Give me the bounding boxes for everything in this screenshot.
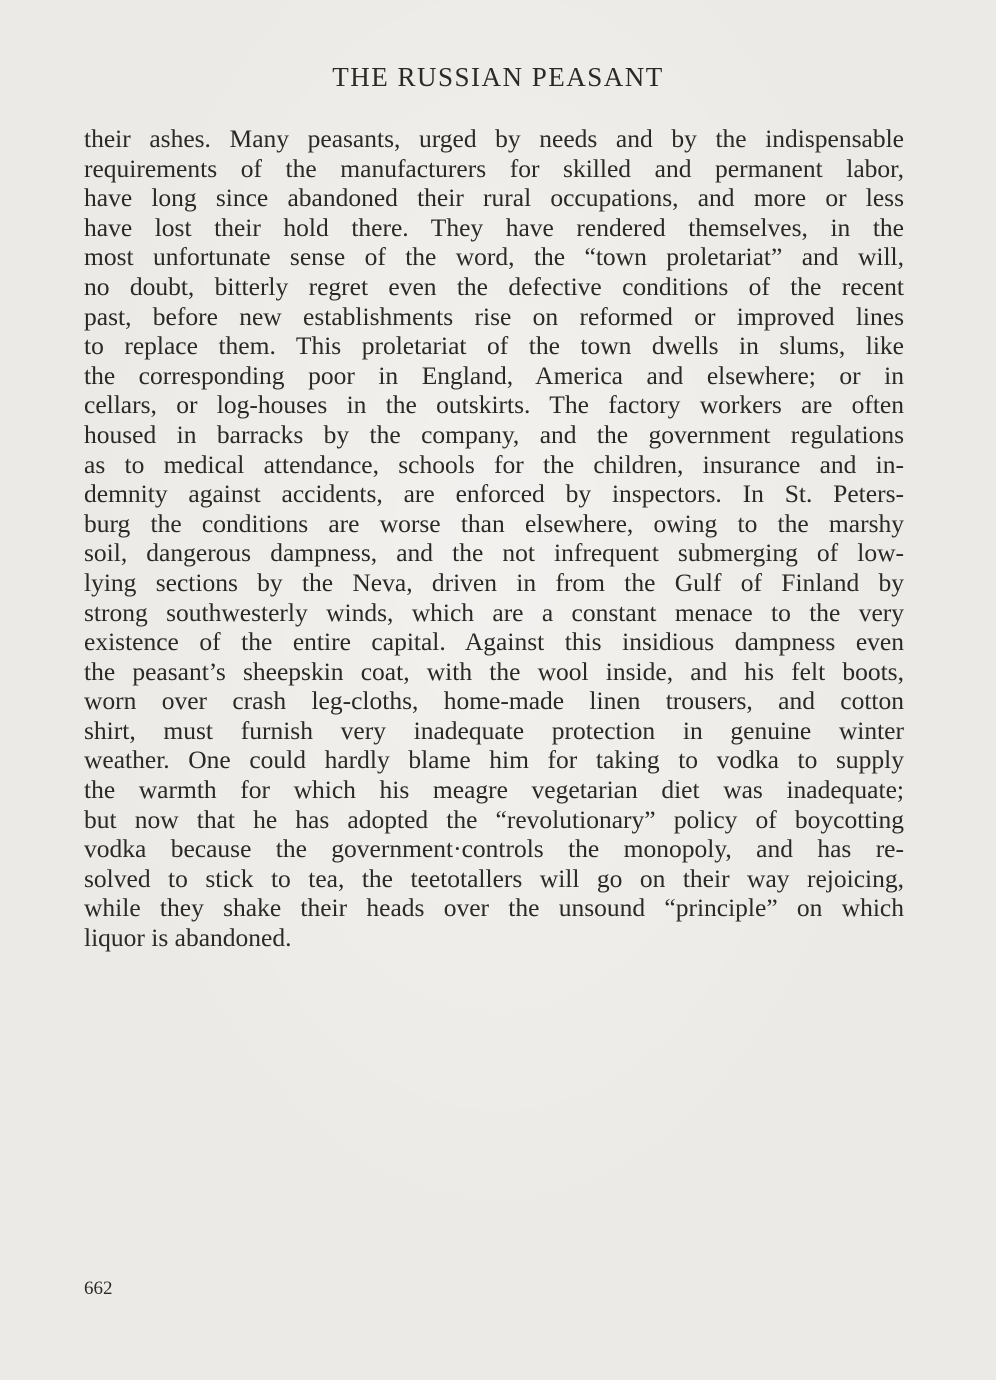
text-line: most unfortunate sense of the word, the “town proletariat” and will,: [84, 242, 904, 272]
text-line: past, before new establishments rise on reformed or improved lines: [84, 301, 904, 331]
running-head: THE RUSSIAN PEASANT: [332, 62, 664, 92]
text-line: have lost their hold there. They have rendered themselves, in the: [84, 212, 904, 242]
text-line: requirements of the manufacturers for skilled and permanent labor,: [84, 153, 904, 183]
text-line: weather. One could hardly blame him for taking to vodka to supply: [84, 745, 904, 775]
text-line: no doubt, bitterly regret even the defective conditions of the recent: [84, 271, 904, 301]
text-line: shirt, must furnish very inadequate protection in genuine winter: [84, 715, 904, 745]
text-line: their ashes. Many peasants, urged by needs and by the indispensable: [84, 124, 904, 153]
text-line: to replace them. This proletariat of the town dwells in slums, like: [84, 331, 904, 361]
text-line: vodka because the government·controls the monopoly, and has re-: [84, 834, 904, 864]
page-number: 662: [84, 1278, 113, 1299]
text-line: lying sections by the Neva, driven in from the Gulf of Finland by: [84, 567, 904, 597]
text-line: strong southwesterly winds, which are a constant menace to the very: [84, 597, 904, 627]
text-line: housed in barracks by the company, and the government regulations: [84, 419, 904, 449]
text-line: solved to stick to tea, the teetotallers will go on their way rejoicing,: [84, 863, 904, 893]
text-line: worn over crash leg-cloths, home-made linen trousers, and cotton: [84, 686, 904, 716]
body-paragraph: [84, 124, 904, 953]
text-line: but now that he has adopted the “revolutionary” policy of boycotting: [84, 804, 904, 834]
text-line: burg the conditions are worse than elsewhere, owing to the marshy: [84, 508, 904, 538]
text-line: cellars, or log-houses in the outskirts. The factory workers are often: [84, 390, 904, 420]
text-line: existence of the entire capital. Against this insidious dampness even: [84, 627, 904, 657]
text-line: while they shake their heads over the unsound “principle” on which: [84, 893, 904, 923]
text-line: the warmth for which his meagre vegetarian diet was inadequate;: [84, 775, 904, 805]
text-line-last: liquor is abandoned.: [84, 923, 292, 953]
text-line: have long since abandoned their rural occupations, and more or less: [84, 183, 904, 213]
text-line: demnity against accidents, are enforced by inspectors. In St. Peters-: [84, 479, 904, 509]
text-line: as to medical attendance, schools for the children, insurance and in-: [84, 449, 904, 479]
text-line: the corresponding poor in England, America and elsewhere; or in: [84, 360, 904, 390]
text-line: soil, dangerous dampness, and the not infrequent submerging of low-: [84, 538, 904, 568]
text-line: the peasant’s sheepskin coat, with the wool inside, and his felt boots,: [84, 656, 904, 686]
